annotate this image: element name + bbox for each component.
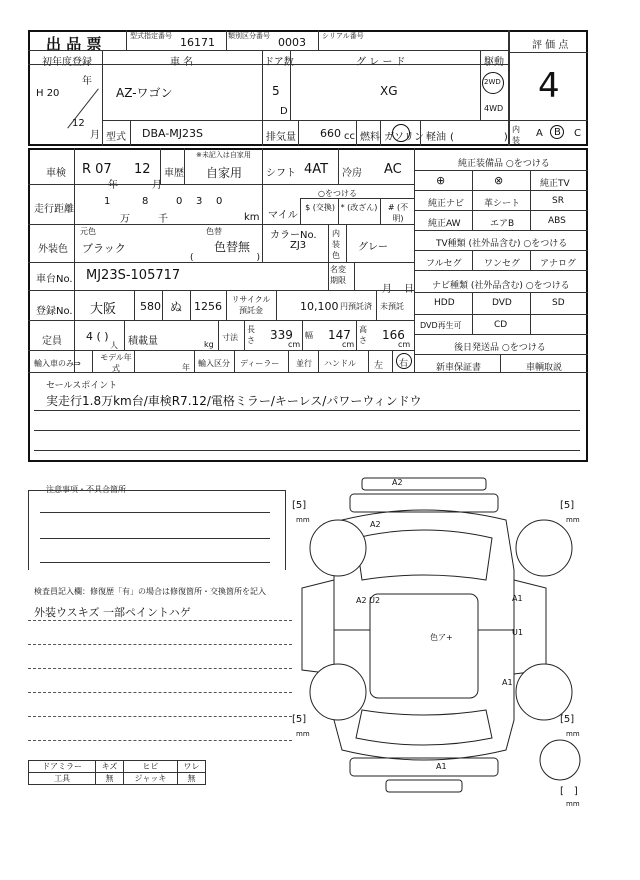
legend-r1-3: ヒビ bbox=[123, 761, 177, 773]
model-label: 型式 bbox=[106, 132, 126, 143]
ac-label: 冷房 bbox=[342, 168, 362, 179]
drive-label: 駆動 bbox=[484, 57, 504, 68]
mark-roof: 色ア+ bbox=[430, 633, 453, 642]
orig-color-value: ブラック bbox=[82, 242, 126, 255]
mile-label: マイル bbox=[268, 210, 298, 221]
tire-rr-mm: mm bbox=[566, 730, 580, 738]
reg-num2: 1256 bbox=[194, 300, 222, 313]
fuel-circle bbox=[392, 124, 410, 142]
shaken-y: 年 bbox=[108, 180, 118, 191]
color-label: 外装色 bbox=[38, 244, 68, 255]
repaint-value: 色替無 bbox=[214, 240, 251, 254]
shaken-label: 車検 bbox=[46, 168, 66, 179]
shaken-mu: 月 bbox=[152, 180, 162, 191]
left-label: 左 bbox=[374, 361, 384, 371]
interior-label: 内装 bbox=[512, 125, 520, 145]
dvd-1: DVD再生可 bbox=[420, 321, 462, 330]
modified-label: * (改ざん) bbox=[340, 203, 378, 212]
tire-fl: [5] bbox=[292, 500, 307, 511]
recycle-unit: 円預託済 bbox=[340, 302, 372, 311]
km-man: 万 bbox=[120, 214, 130, 225]
cap-label: 定員 bbox=[42, 336, 62, 347]
tv-1: フルセグ bbox=[426, 259, 462, 269]
grade-value-text: XG bbox=[380, 84, 398, 98]
tire-spare-mm: mm bbox=[566, 800, 580, 808]
fuel-label: 燃料 bbox=[360, 132, 380, 143]
type-label: 型式指定番号 bbox=[130, 32, 172, 40]
import-div-label: 輸入区分 bbox=[198, 359, 230, 368]
km-sen: 千 bbox=[158, 214, 168, 225]
reg-kana: ぬ bbox=[170, 300, 183, 314]
reg-city: 大阪 bbox=[90, 302, 117, 317]
model-value: DBA-MJ23S bbox=[142, 127, 203, 140]
opt-a-1: ⊕ bbox=[436, 174, 446, 187]
inside-color-label: 内装色 bbox=[332, 229, 340, 260]
sales-text: 実走行1.8万km台/車検R7.12/電格ミラー/キーレス/パワーウィンドウ bbox=[46, 394, 422, 408]
load-label: 積載量 bbox=[128, 336, 158, 347]
car-name-value: AZ-ワゴン bbox=[116, 86, 173, 100]
dealer-label: ディーラー bbox=[240, 359, 280, 368]
right-label: 右 bbox=[399, 359, 409, 369]
km-digit-2: 8 bbox=[142, 196, 149, 207]
later-1: 新車保証書 bbox=[436, 363, 482, 373]
tire-fl-mm: mm bbox=[296, 516, 310, 524]
navi-2: DVD bbox=[492, 298, 512, 308]
cc-value: 660 bbox=[320, 127, 341, 140]
hgt-value: 166 bbox=[382, 328, 405, 342]
opt-b-2: 革シート bbox=[484, 199, 521, 209]
km-label: 走行距離 bbox=[34, 204, 74, 215]
notes-label: 注意事項・不具合箇所 bbox=[46, 485, 126, 494]
inspector-label: 検査員記入欄：修復歴「有」の場合は修復箇所・交換箇所を記入 bbox=[34, 587, 266, 596]
notes-bracket-r bbox=[276, 490, 286, 570]
shaken-m: 12 bbox=[134, 162, 151, 177]
mark-front: A2 bbox=[392, 478, 403, 487]
tv-3: アナログ bbox=[540, 259, 577, 269]
history-label: 車歴 bbox=[164, 168, 184, 179]
recycle-label: リサイクル預託金 bbox=[231, 295, 271, 315]
mark-right-bot: A1 bbox=[502, 678, 513, 687]
legend-r2-3: ジャッキ bbox=[123, 773, 177, 785]
legend-r1-2: キズ bbox=[96, 761, 124, 773]
dvd-2: CD bbox=[494, 320, 508, 330]
drive-4wd: 4WD bbox=[484, 104, 504, 113]
first-reg-era: H 20 bbox=[36, 88, 60, 99]
navi-1: HDD bbox=[434, 298, 455, 308]
genuine-label: 純正装備品 ○をつける bbox=[458, 159, 550, 169]
meigi-d: 日 bbox=[404, 284, 414, 295]
serial-label: シリアル番号 bbox=[322, 32, 364, 40]
type-value: 16171 bbox=[180, 36, 215, 49]
mark-right-mid: U1 bbox=[512, 628, 523, 637]
tire-spare: [ ] bbox=[560, 786, 578, 797]
repaint-brackets: ( ) bbox=[190, 253, 261, 263]
legend-r1-4: ワレ bbox=[177, 761, 205, 773]
cc-unit: cc bbox=[344, 131, 355, 142]
shift-value: 4AT bbox=[304, 162, 329, 177]
grade-col-label: グ レ ー ド bbox=[356, 57, 406, 68]
inspector-text: 外装ウスキズ 一部ペイントハゲ bbox=[34, 606, 191, 619]
tv-2: ワンセグ bbox=[484, 259, 521, 269]
len-label: 長さ bbox=[247, 325, 255, 345]
legend-r1-1: ドアミラー bbox=[29, 761, 96, 773]
year-unit: 年 bbox=[82, 76, 92, 87]
size-label: 寸法 bbox=[222, 333, 238, 342]
opt-c-3: ABS bbox=[548, 216, 566, 226]
opt-c-2: エアB bbox=[490, 219, 515, 229]
inside-color-value: グレー bbox=[358, 242, 388, 253]
parallel-label: 並行 bbox=[296, 359, 312, 368]
navi-3: SD bbox=[552, 298, 565, 308]
later-2: 車輌取説 bbox=[526, 363, 563, 373]
interior-c: C bbox=[574, 128, 581, 139]
recycle-value: 10,100 bbox=[300, 300, 339, 313]
mark-fl: A2 bbox=[370, 520, 381, 529]
month-unit: 月 bbox=[90, 130, 100, 141]
light-oil-brackets: ( ) bbox=[450, 132, 508, 143]
km-digit-4: 3 bbox=[196, 196, 203, 207]
wid-cm: cm bbox=[342, 340, 355, 349]
light-oil-label: 軽油 bbox=[426, 132, 446, 143]
tire-fl-value: 5 bbox=[295, 500, 303, 511]
model-year-label: モデル年式 bbox=[100, 353, 132, 373]
ac-value: AC bbox=[384, 162, 402, 177]
tire-rl-mm: mm bbox=[296, 730, 310, 738]
orig-color-label: 元色 bbox=[80, 227, 96, 236]
first-reg-month: 12 bbox=[72, 118, 85, 129]
tire-fr-mm: mm bbox=[566, 516, 580, 524]
circle-note: ○をつける bbox=[318, 189, 357, 198]
tire-rr-value: 5 bbox=[563, 714, 571, 725]
model-year-unit: 年 bbox=[182, 363, 190, 372]
legend-r2-1: 工具 bbox=[29, 773, 96, 785]
len-value: 339 bbox=[270, 328, 293, 342]
class-label: 類別区分番号 bbox=[228, 32, 270, 40]
fuel-value: ガソリン bbox=[384, 132, 424, 143]
opt-c-1: 純正AW bbox=[428, 219, 461, 229]
history-value: 自家用 bbox=[206, 166, 243, 180]
tire-fr: [5] bbox=[560, 500, 575, 511]
interior-a: A bbox=[536, 128, 543, 139]
drive-2wd: 2WD bbox=[484, 78, 501, 86]
opt-b-3: SR bbox=[552, 196, 564, 206]
door-value: 5 bbox=[272, 84, 280, 98]
notes-bracket bbox=[28, 490, 286, 570]
repaint-label: 色替 bbox=[206, 227, 222, 236]
shaken-era: R 07 bbox=[82, 162, 112, 177]
tire-rl: [5] bbox=[292, 714, 307, 725]
reg-label: 登録No. bbox=[36, 306, 73, 317]
len-cm: cm bbox=[288, 340, 301, 349]
tire-rl-value: 5 bbox=[295, 714, 303, 725]
page-title: 出 品 票 bbox=[46, 35, 102, 53]
wid-label: 幅 bbox=[305, 331, 313, 340]
mark-rear: A1 bbox=[436, 762, 447, 771]
legend-table bbox=[28, 760, 206, 785]
km-unit: km bbox=[244, 212, 260, 223]
mark-right-top: A1 bbox=[512, 594, 523, 603]
tire-fr-value: 5 bbox=[563, 500, 571, 511]
chassis-value: MJ23S-105717 bbox=[86, 268, 181, 283]
grade-value: 4 bbox=[538, 66, 560, 106]
import-label: 輸入車のみ⇒ bbox=[34, 359, 81, 368]
mark-left-mid: A2 U2 bbox=[356, 596, 381, 605]
cap-value: 4 ( ) bbox=[86, 330, 109, 343]
km-digit-1: 1 bbox=[104, 196, 111, 207]
sales-label: セールスポイント bbox=[46, 381, 118, 391]
hgt-label: 高さ bbox=[359, 325, 367, 345]
interior-b: B bbox=[554, 127, 561, 138]
opt-a-2: ⊗ bbox=[494, 174, 504, 187]
chassis-label: 車台No. bbox=[36, 274, 73, 285]
unknown-label: # (不明) bbox=[387, 203, 409, 223]
wid-value: 147 bbox=[328, 328, 351, 342]
later-label: 後日発送品 ○をつける bbox=[454, 343, 546, 353]
legend-r2-4: 無 bbox=[177, 773, 205, 785]
grade-label: 評 価 点 bbox=[532, 40, 569, 51]
reg-num1: 580 bbox=[140, 300, 161, 313]
car-name-label: 車 名 bbox=[170, 57, 194, 68]
door-label: ドア数 bbox=[264, 57, 294, 68]
exchange-label: $ (交換) bbox=[305, 203, 335, 212]
history-note: ※未記入は自家用 bbox=[196, 151, 251, 159]
tire-rr: [5] bbox=[560, 714, 575, 725]
load-unit: kg bbox=[204, 340, 214, 349]
class-value: 0003 bbox=[278, 36, 306, 49]
meigi-label: 名変期限 bbox=[330, 265, 346, 285]
cap-unit: 人 bbox=[110, 341, 118, 350]
navi-label: ナビ種類 (社外品含む) ○をつける bbox=[432, 281, 570, 291]
hgt-cm: cm bbox=[398, 340, 411, 349]
opt-a-3: 純正TV bbox=[540, 179, 570, 189]
km-digit-5: 0 bbox=[216, 196, 223, 207]
km-digit-3: 0 bbox=[176, 196, 183, 207]
opt-b-1: 純正ナビ bbox=[428, 199, 465, 209]
recycle-no: 未預託 bbox=[380, 302, 404, 311]
shift-label: シフト bbox=[266, 168, 296, 179]
handle-label: ハンドル bbox=[324, 359, 356, 368]
door-type: D bbox=[280, 106, 288, 117]
color-no-label: カラーNo. bbox=[270, 230, 317, 241]
first-reg-label: 初年度登録 bbox=[42, 57, 92, 68]
tv-label: TV種類 (社外品含む) ○をつける bbox=[436, 239, 568, 249]
legend-r2-2: 無 bbox=[96, 773, 124, 785]
cc-label: 排気量 bbox=[266, 132, 296, 143]
meigi-m: 月 bbox=[382, 284, 392, 295]
color-no-value: ZJ3 bbox=[290, 240, 307, 251]
